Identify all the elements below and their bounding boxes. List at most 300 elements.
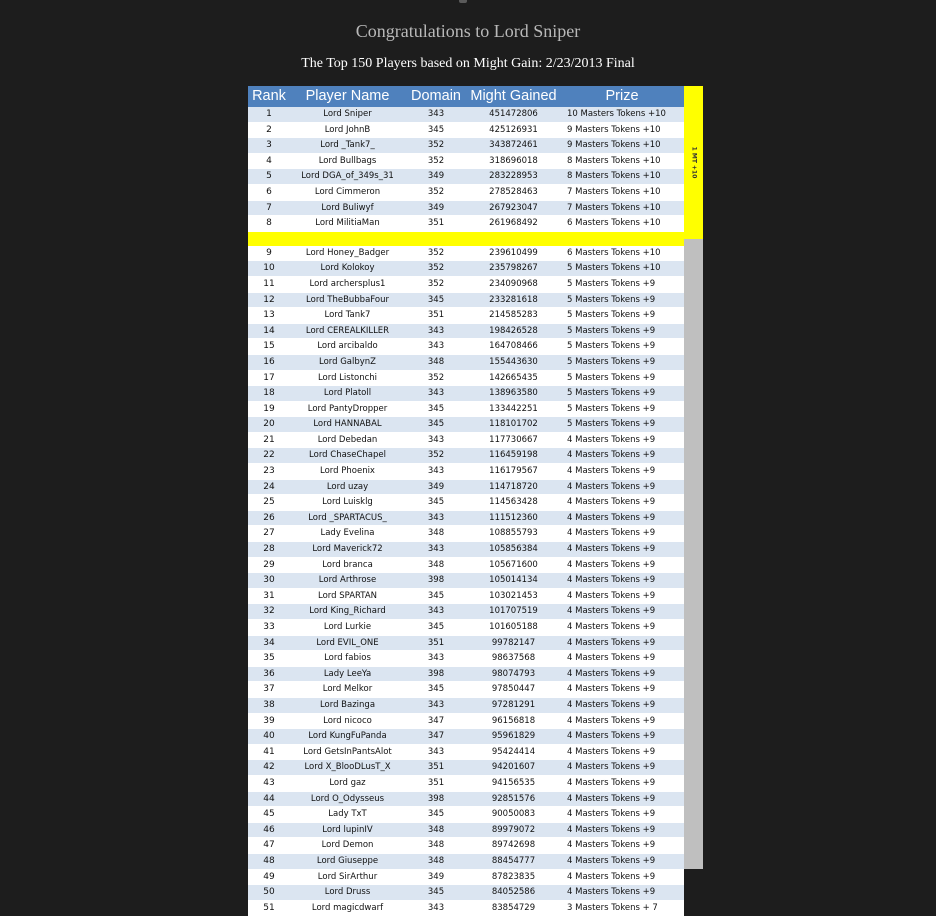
prize-cell: 8 Masters Tokens +10 bbox=[560, 153, 684, 169]
player-name-cell: Lord branca bbox=[290, 557, 405, 573]
might-gained-cell: 101707519 bbox=[467, 604, 560, 620]
table-row bbox=[248, 308, 684, 324]
domain-cell: 343 bbox=[405, 697, 467, 713]
rank-cell: 17 bbox=[248, 370, 290, 386]
table-row bbox=[248, 744, 684, 760]
might-gained-cell: 239610499 bbox=[467, 246, 560, 261]
prize-cell: 4 Masters Tokens +9 bbox=[560, 869, 684, 885]
col-header-domain: Domain bbox=[405, 86, 467, 107]
might-gained-cell: 114563428 bbox=[467, 495, 560, 511]
might-gained-cell: 94201607 bbox=[467, 760, 560, 776]
table-row bbox=[248, 588, 684, 604]
rank-cell: 19 bbox=[248, 401, 290, 417]
domain-cell: 345 bbox=[405, 122, 467, 138]
top-tier-label bbox=[684, 86, 703, 239]
prize-cell: 5 Masters Tokens +9 bbox=[560, 370, 684, 386]
domain-cell: 343 bbox=[405, 900, 467, 916]
prize-cell: 5 Masters Tokens +9 bbox=[560, 354, 684, 370]
player-name-cell: Lord Platoll bbox=[290, 386, 405, 402]
domain-cell: 347 bbox=[405, 729, 467, 745]
domain-cell: 343 bbox=[405, 386, 467, 402]
table-row bbox=[248, 495, 684, 511]
table-row bbox=[248, 354, 684, 370]
player-name-cell: Lord Melkor bbox=[290, 682, 405, 698]
table-row bbox=[248, 760, 684, 776]
player-name-cell: Lord EVIL_ONE bbox=[290, 635, 405, 651]
might-gained-cell: 116179567 bbox=[467, 464, 560, 480]
domain-cell: 352 bbox=[405, 370, 467, 386]
table-row bbox=[248, 651, 684, 667]
table-row bbox=[248, 853, 684, 869]
rank-cell: 40 bbox=[248, 729, 290, 745]
domain-cell: 349 bbox=[405, 169, 467, 185]
tier-separator-cell bbox=[248, 231, 684, 246]
domain-cell: 348 bbox=[405, 557, 467, 573]
prize-cell: 4 Masters Tokens +9 bbox=[560, 885, 684, 901]
prize-cell: 3 Masters Tokens + 7 bbox=[560, 900, 684, 916]
domain-cell: 345 bbox=[405, 885, 467, 901]
player-name-cell: Lord Phoenix bbox=[290, 464, 405, 480]
rank-cell: 9 bbox=[248, 246, 290, 261]
player-name-cell: Lord X_BlooDLusT_X bbox=[290, 760, 405, 776]
rank-cell: 23 bbox=[248, 464, 290, 480]
domain-cell: 345 bbox=[405, 417, 467, 433]
player-name-cell: Lady Evelina bbox=[290, 526, 405, 542]
rank-cell: 46 bbox=[248, 822, 290, 838]
might-gained-cell: 164708466 bbox=[467, 339, 560, 355]
table-row bbox=[248, 635, 684, 651]
table-row bbox=[248, 153, 684, 169]
might-gained-cell: 95961829 bbox=[467, 729, 560, 745]
lower-tier-marker bbox=[684, 239, 703, 869]
rank-cell: 41 bbox=[248, 744, 290, 760]
player-name-cell: Lord O_Odysseus bbox=[290, 791, 405, 807]
domain-cell: 343 bbox=[405, 604, 467, 620]
prize-cell: 4 Masters Tokens +9 bbox=[560, 526, 684, 542]
rank-cell: 43 bbox=[248, 775, 290, 791]
domain-cell: 349 bbox=[405, 869, 467, 885]
rank-cell: 34 bbox=[248, 635, 290, 651]
table-row bbox=[248, 791, 684, 807]
player-name-cell: Lord magicdwarf bbox=[290, 900, 405, 916]
domain-cell: 352 bbox=[405, 153, 467, 169]
player-name-cell: Lord GetsInPantsAlot bbox=[290, 744, 405, 760]
might-gained-cell: 214585283 bbox=[467, 308, 560, 324]
prize-cell: 5 Masters Tokens +10 bbox=[560, 261, 684, 277]
player-name-cell: Lord Demon bbox=[290, 838, 405, 854]
might-gained-cell: 343872461 bbox=[467, 138, 560, 154]
domain-cell: 348 bbox=[405, 838, 467, 854]
rank-cell: 20 bbox=[248, 417, 290, 433]
table-row bbox=[248, 510, 684, 526]
table-row bbox=[248, 448, 684, 464]
domain-cell: 343 bbox=[405, 107, 467, 122]
table-row bbox=[248, 542, 684, 558]
player-name-cell: Lord KungFuPanda bbox=[290, 729, 405, 745]
player-name-cell: Lord PantyDropper bbox=[290, 401, 405, 417]
page-headline: Congratulations to Lord Sniper bbox=[355, 21, 581, 41]
table-row bbox=[248, 339, 684, 355]
might-gained-cell: 99782147 bbox=[467, 635, 560, 651]
player-name-cell: Lord Honey_Badger bbox=[290, 246, 405, 261]
might-gained-cell: 97281291 bbox=[467, 697, 560, 713]
player-name-cell: Lord Kolokoy bbox=[290, 261, 405, 277]
table-row bbox=[248, 417, 684, 433]
rank-cell: 39 bbox=[248, 713, 290, 729]
player-name-cell: Lord SirArthur bbox=[290, 869, 405, 885]
might-gained-cell: 89742698 bbox=[467, 838, 560, 854]
prize-cell: 7 Masters Tokens +10 bbox=[560, 200, 684, 216]
prize-cell: 4 Masters Tokens +9 bbox=[560, 635, 684, 651]
domain-cell: 351 bbox=[405, 760, 467, 776]
rank-cell: 13 bbox=[248, 308, 290, 324]
prize-cell: 5 Masters Tokens +9 bbox=[560, 386, 684, 402]
might-gained-cell: 155443630 bbox=[467, 354, 560, 370]
prize-cell: 4 Masters Tokens +9 bbox=[560, 807, 684, 823]
rank-cell: 6 bbox=[248, 184, 290, 200]
table-row bbox=[248, 604, 684, 620]
rank-cell: 10 bbox=[248, 261, 290, 277]
domain-cell: 352 bbox=[405, 276, 467, 292]
might-gained-cell: 233281618 bbox=[467, 292, 560, 308]
might-gained-cell: 318696018 bbox=[467, 153, 560, 169]
rank-cell: 49 bbox=[248, 869, 290, 885]
might-gained-cell: 89979072 bbox=[467, 822, 560, 838]
player-name-cell: Lord CEREALKILLER bbox=[290, 323, 405, 339]
rank-cell: 25 bbox=[248, 495, 290, 511]
domain-cell: 351 bbox=[405, 775, 467, 791]
prize-cell: 10 Masters Tokens +10 bbox=[560, 107, 684, 122]
player-name-cell: Lord HANNABAL bbox=[290, 417, 405, 433]
rank-cell: 28 bbox=[248, 542, 290, 558]
player-name-cell: Lord MilitiaMan bbox=[290, 216, 405, 232]
domain-cell: 352 bbox=[405, 138, 467, 154]
player-name-cell: Lord Druss bbox=[290, 885, 405, 901]
table-row bbox=[248, 557, 684, 573]
prize-cell: 4 Masters Tokens +9 bbox=[560, 510, 684, 526]
player-name-cell: Lord nicoco bbox=[290, 713, 405, 729]
table-row bbox=[248, 822, 684, 838]
rank-cell: 27 bbox=[248, 526, 290, 542]
domain-cell: 343 bbox=[405, 432, 467, 448]
prize-cell: 4 Masters Tokens +9 bbox=[560, 620, 684, 636]
rank-cell: 2 bbox=[248, 122, 290, 138]
domain-cell: 345 bbox=[405, 807, 467, 823]
table-row bbox=[248, 276, 684, 292]
player-name-cell: Lord Debedan bbox=[290, 432, 405, 448]
prize-cell: 5 Masters Tokens +9 bbox=[560, 401, 684, 417]
table-row bbox=[248, 107, 684, 122]
domain-cell: 343 bbox=[405, 744, 467, 760]
might-gained-cell: 96156818 bbox=[467, 713, 560, 729]
player-name-cell: Lord Bazinga bbox=[290, 697, 405, 713]
table-row bbox=[248, 775, 684, 791]
table-row bbox=[248, 729, 684, 745]
table-row bbox=[248, 246, 684, 261]
domain-cell: 345 bbox=[405, 588, 467, 604]
rank-cell: 37 bbox=[248, 682, 290, 698]
domain-cell: 348 bbox=[405, 354, 467, 370]
player-name-cell: Lord Giuseppe bbox=[290, 853, 405, 869]
leaderboard-table bbox=[248, 86, 684, 916]
might-gained-cell: 138963580 bbox=[467, 386, 560, 402]
player-name-cell: Lady LeeYa bbox=[290, 666, 405, 682]
rank-cell: 26 bbox=[248, 510, 290, 526]
domain-cell: 348 bbox=[405, 822, 467, 838]
player-name-cell: Lord DGA_of_349s_31 bbox=[290, 169, 405, 185]
might-gained-cell: 105856384 bbox=[467, 542, 560, 558]
rank-cell: 15 bbox=[248, 339, 290, 355]
might-gained-cell: 235798267 bbox=[467, 261, 560, 277]
domain-cell: 345 bbox=[405, 682, 467, 698]
domain-cell: 348 bbox=[405, 526, 467, 542]
player-name-cell: Lord Sniper bbox=[290, 107, 405, 122]
table-row bbox=[248, 386, 684, 402]
rank-cell: 11 bbox=[248, 276, 290, 292]
player-name-cell: Lord Listonchi bbox=[290, 370, 405, 386]
player-name-cell: Lord Lurkie bbox=[290, 620, 405, 636]
prize-cell: 4 Masters Tokens +9 bbox=[560, 729, 684, 745]
rank-cell: 14 bbox=[248, 323, 290, 339]
table-row bbox=[248, 401, 684, 417]
table-row bbox=[248, 479, 684, 495]
prize-cell: 4 Masters Tokens +9 bbox=[560, 791, 684, 807]
might-gained-cell: 95424414 bbox=[467, 744, 560, 760]
rank-cell: 1 bbox=[248, 107, 290, 122]
player-name-cell: Lord SPARTAN bbox=[290, 588, 405, 604]
might-gained-cell: 90050083 bbox=[467, 807, 560, 823]
might-gained-cell: 283228953 bbox=[467, 169, 560, 185]
player-name-cell: Lord TheBubbaFour bbox=[290, 292, 405, 308]
domain-cell: 349 bbox=[405, 479, 467, 495]
might-gained-cell: 198426528 bbox=[467, 323, 560, 339]
might-gained-cell: 267923047 bbox=[467, 200, 560, 216]
player-name-cell: Lord JohnB bbox=[290, 122, 405, 138]
might-gained-cell: 118101702 bbox=[467, 417, 560, 433]
page-subheadline: The Top 150 Players based on Might Gain: 2/23/2013 Final bbox=[301, 56, 635, 71]
rank-cell: 12 bbox=[248, 292, 290, 308]
domain-cell: 349 bbox=[405, 200, 467, 216]
might-gained-cell: 105671600 bbox=[467, 557, 560, 573]
domain-cell: 351 bbox=[405, 308, 467, 324]
player-name-cell: Lord GalbynZ bbox=[290, 354, 405, 370]
domain-cell: 345 bbox=[405, 620, 467, 636]
player-name-cell: Lord arcibaldo bbox=[290, 339, 405, 355]
rank-cell: 18 bbox=[248, 386, 290, 402]
rank-cell: 42 bbox=[248, 760, 290, 776]
prize-cell: 5 Masters Tokens +9 bbox=[560, 323, 684, 339]
rank-cell: 35 bbox=[248, 651, 290, 667]
rank-cell: 8 bbox=[248, 216, 290, 232]
prize-cell: 4 Masters Tokens +9 bbox=[560, 822, 684, 838]
rank-cell: 4 bbox=[248, 153, 290, 169]
player-name-cell: Lord Buliwyf bbox=[290, 200, 405, 216]
domain-cell: 398 bbox=[405, 666, 467, 682]
domain-cell: 343 bbox=[405, 339, 467, 355]
rank-cell: 30 bbox=[248, 573, 290, 589]
prize-cell: 4 Masters Tokens +9 bbox=[560, 557, 684, 573]
player-name-cell: Lord Arthrose bbox=[290, 573, 405, 589]
rank-cell: 29 bbox=[248, 557, 290, 573]
table-row bbox=[248, 666, 684, 682]
table-row bbox=[248, 807, 684, 823]
domain-cell: 352 bbox=[405, 246, 467, 261]
prize-cell: 5 Masters Tokens +9 bbox=[560, 292, 684, 308]
table-row bbox=[248, 838, 684, 854]
leaderboard-image bbox=[248, 86, 684, 913]
prize-cell: 7 Masters Tokens +10 bbox=[560, 184, 684, 200]
table-row bbox=[248, 138, 684, 154]
might-gained-cell: 87823835 bbox=[467, 869, 560, 885]
might-gained-cell: 234090968 bbox=[467, 276, 560, 292]
rank-cell: 32 bbox=[248, 604, 290, 620]
domain-cell: 345 bbox=[405, 401, 467, 417]
prize-cell: 4 Masters Tokens +9 bbox=[560, 760, 684, 776]
might-gained-cell: 83854729 bbox=[467, 900, 560, 916]
domain-cell: 351 bbox=[405, 635, 467, 651]
player-name-cell: Lord uzay bbox=[290, 479, 405, 495]
might-gained-cell: 88454777 bbox=[467, 853, 560, 869]
prize-cell: 4 Masters Tokens +9 bbox=[560, 775, 684, 791]
table-row bbox=[248, 323, 684, 339]
domain-cell: 345 bbox=[405, 292, 467, 308]
might-gained-cell: 278528463 bbox=[467, 184, 560, 200]
col-header-might-gained: Might Gained bbox=[467, 86, 560, 107]
rank-cell: 51 bbox=[248, 900, 290, 916]
rank-cell: 33 bbox=[248, 620, 290, 636]
might-gained-cell: 142665435 bbox=[467, 370, 560, 386]
cropped-top-element bbox=[459, 0, 467, 3]
might-gained-cell: 425126931 bbox=[467, 122, 560, 138]
player-name-cell: Lord Bullbags bbox=[290, 153, 405, 169]
tier-separator-row bbox=[248, 231, 684, 246]
top-tier-label-text: 1 MT +10 bbox=[690, 146, 698, 179]
might-gained-cell: 105014134 bbox=[467, 573, 560, 589]
prize-cell: 5 Masters Tokens +9 bbox=[560, 339, 684, 355]
rank-cell: 7 bbox=[248, 200, 290, 216]
prize-cell: 4 Masters Tokens +9 bbox=[560, 432, 684, 448]
prize-cell: 4 Masters Tokens +9 bbox=[560, 838, 684, 854]
prize-cell: 6 Masters Tokens +10 bbox=[560, 216, 684, 232]
col-header-prize: Prize bbox=[560, 86, 684, 107]
table-row bbox=[248, 370, 684, 386]
domain-cell: 343 bbox=[405, 323, 467, 339]
domain-cell: 343 bbox=[405, 542, 467, 558]
player-name-cell: Lord _SPARTACUS_ bbox=[290, 510, 405, 526]
prize-cell: 4 Masters Tokens +9 bbox=[560, 448, 684, 464]
might-gained-cell: 116459198 bbox=[467, 448, 560, 464]
table-row bbox=[248, 900, 684, 916]
prize-cell: 4 Masters Tokens +9 bbox=[560, 464, 684, 480]
domain-cell: 343 bbox=[405, 510, 467, 526]
prize-cell: 4 Masters Tokens +9 bbox=[560, 666, 684, 682]
rank-cell: 38 bbox=[248, 697, 290, 713]
prize-cell: 4 Masters Tokens +9 bbox=[560, 744, 684, 760]
domain-cell: 352 bbox=[405, 261, 467, 277]
rank-cell: 24 bbox=[248, 479, 290, 495]
prize-cell: 6 Masters Tokens +10 bbox=[560, 246, 684, 261]
might-gained-cell: 92851576 bbox=[467, 791, 560, 807]
table-row bbox=[248, 464, 684, 480]
prize-cell: 4 Masters Tokens +9 bbox=[560, 542, 684, 558]
prize-cell: 4 Masters Tokens +9 bbox=[560, 651, 684, 667]
prize-cell: 5 Masters Tokens +9 bbox=[560, 417, 684, 433]
might-gained-cell: 94156535 bbox=[467, 775, 560, 791]
player-name-cell: Lady TxT bbox=[290, 807, 405, 823]
domain-cell: 348 bbox=[405, 853, 467, 869]
domain-cell: 351 bbox=[405, 216, 467, 232]
prize-cell: 4 Masters Tokens +9 bbox=[560, 853, 684, 869]
domain-cell: 352 bbox=[405, 184, 467, 200]
player-name-cell: Lord ChaseChapel bbox=[290, 448, 405, 464]
prize-cell: 4 Masters Tokens +9 bbox=[560, 713, 684, 729]
rank-cell: 22 bbox=[248, 448, 290, 464]
prize-cell: 5 Masters Tokens +9 bbox=[560, 276, 684, 292]
might-gained-cell: 101605188 bbox=[467, 620, 560, 636]
might-gained-cell: 133442251 bbox=[467, 401, 560, 417]
might-gained-cell: 261968492 bbox=[467, 216, 560, 232]
table-row bbox=[248, 573, 684, 589]
table-row bbox=[248, 216, 684, 232]
might-gained-cell: 117730667 bbox=[467, 432, 560, 448]
might-gained-cell: 98637568 bbox=[467, 651, 560, 667]
player-name-cell: Lord Cimmeron bbox=[290, 184, 405, 200]
table-row bbox=[248, 169, 684, 185]
might-gained-cell: 111512360 bbox=[467, 510, 560, 526]
player-name-cell: Lord gaz bbox=[290, 775, 405, 791]
might-gained-cell: 103021453 bbox=[467, 588, 560, 604]
might-gained-cell: 97850447 bbox=[467, 682, 560, 698]
prize-cell: 9 Masters Tokens +10 bbox=[560, 138, 684, 154]
domain-cell: 343 bbox=[405, 651, 467, 667]
prize-cell: 4 Masters Tokens +9 bbox=[560, 479, 684, 495]
rank-cell: 21 bbox=[248, 432, 290, 448]
domain-cell: 398 bbox=[405, 791, 467, 807]
table-row bbox=[248, 697, 684, 713]
table-row bbox=[248, 620, 684, 636]
domain-cell: 345 bbox=[405, 495, 467, 511]
domain-cell: 343 bbox=[405, 464, 467, 480]
domain-cell: 352 bbox=[405, 448, 467, 464]
table-row bbox=[248, 526, 684, 542]
player-name-cell: Lord Tank7 bbox=[290, 308, 405, 324]
table-row bbox=[248, 869, 684, 885]
table-row bbox=[248, 200, 684, 216]
rank-cell: 47 bbox=[248, 838, 290, 854]
table-row bbox=[248, 184, 684, 200]
player-name-cell: Lord fabios bbox=[290, 651, 405, 667]
prize-cell: 4 Masters Tokens +9 bbox=[560, 697, 684, 713]
player-name-cell: Lord archersplus1 bbox=[290, 276, 405, 292]
rank-cell: 5 bbox=[248, 169, 290, 185]
player-name-cell: Lord Maverick72 bbox=[290, 542, 405, 558]
prize-cell: 4 Masters Tokens +9 bbox=[560, 604, 684, 620]
prize-cell: 4 Masters Tokens +9 bbox=[560, 588, 684, 604]
rank-cell: 36 bbox=[248, 666, 290, 682]
rank-cell: 31 bbox=[248, 588, 290, 604]
player-name-cell: Lord Luisklg bbox=[290, 495, 405, 511]
rank-cell: 45 bbox=[248, 807, 290, 823]
table-row bbox=[248, 261, 684, 277]
rank-cell: 44 bbox=[248, 791, 290, 807]
rank-cell: 50 bbox=[248, 885, 290, 901]
prize-cell: 4 Masters Tokens +9 bbox=[560, 573, 684, 589]
might-gained-cell: 451472806 bbox=[467, 107, 560, 122]
col-header-player-name: Player Name bbox=[290, 86, 405, 107]
rank-cell: 3 bbox=[248, 138, 290, 154]
might-gained-cell: 98074793 bbox=[467, 666, 560, 682]
table-row bbox=[248, 292, 684, 308]
